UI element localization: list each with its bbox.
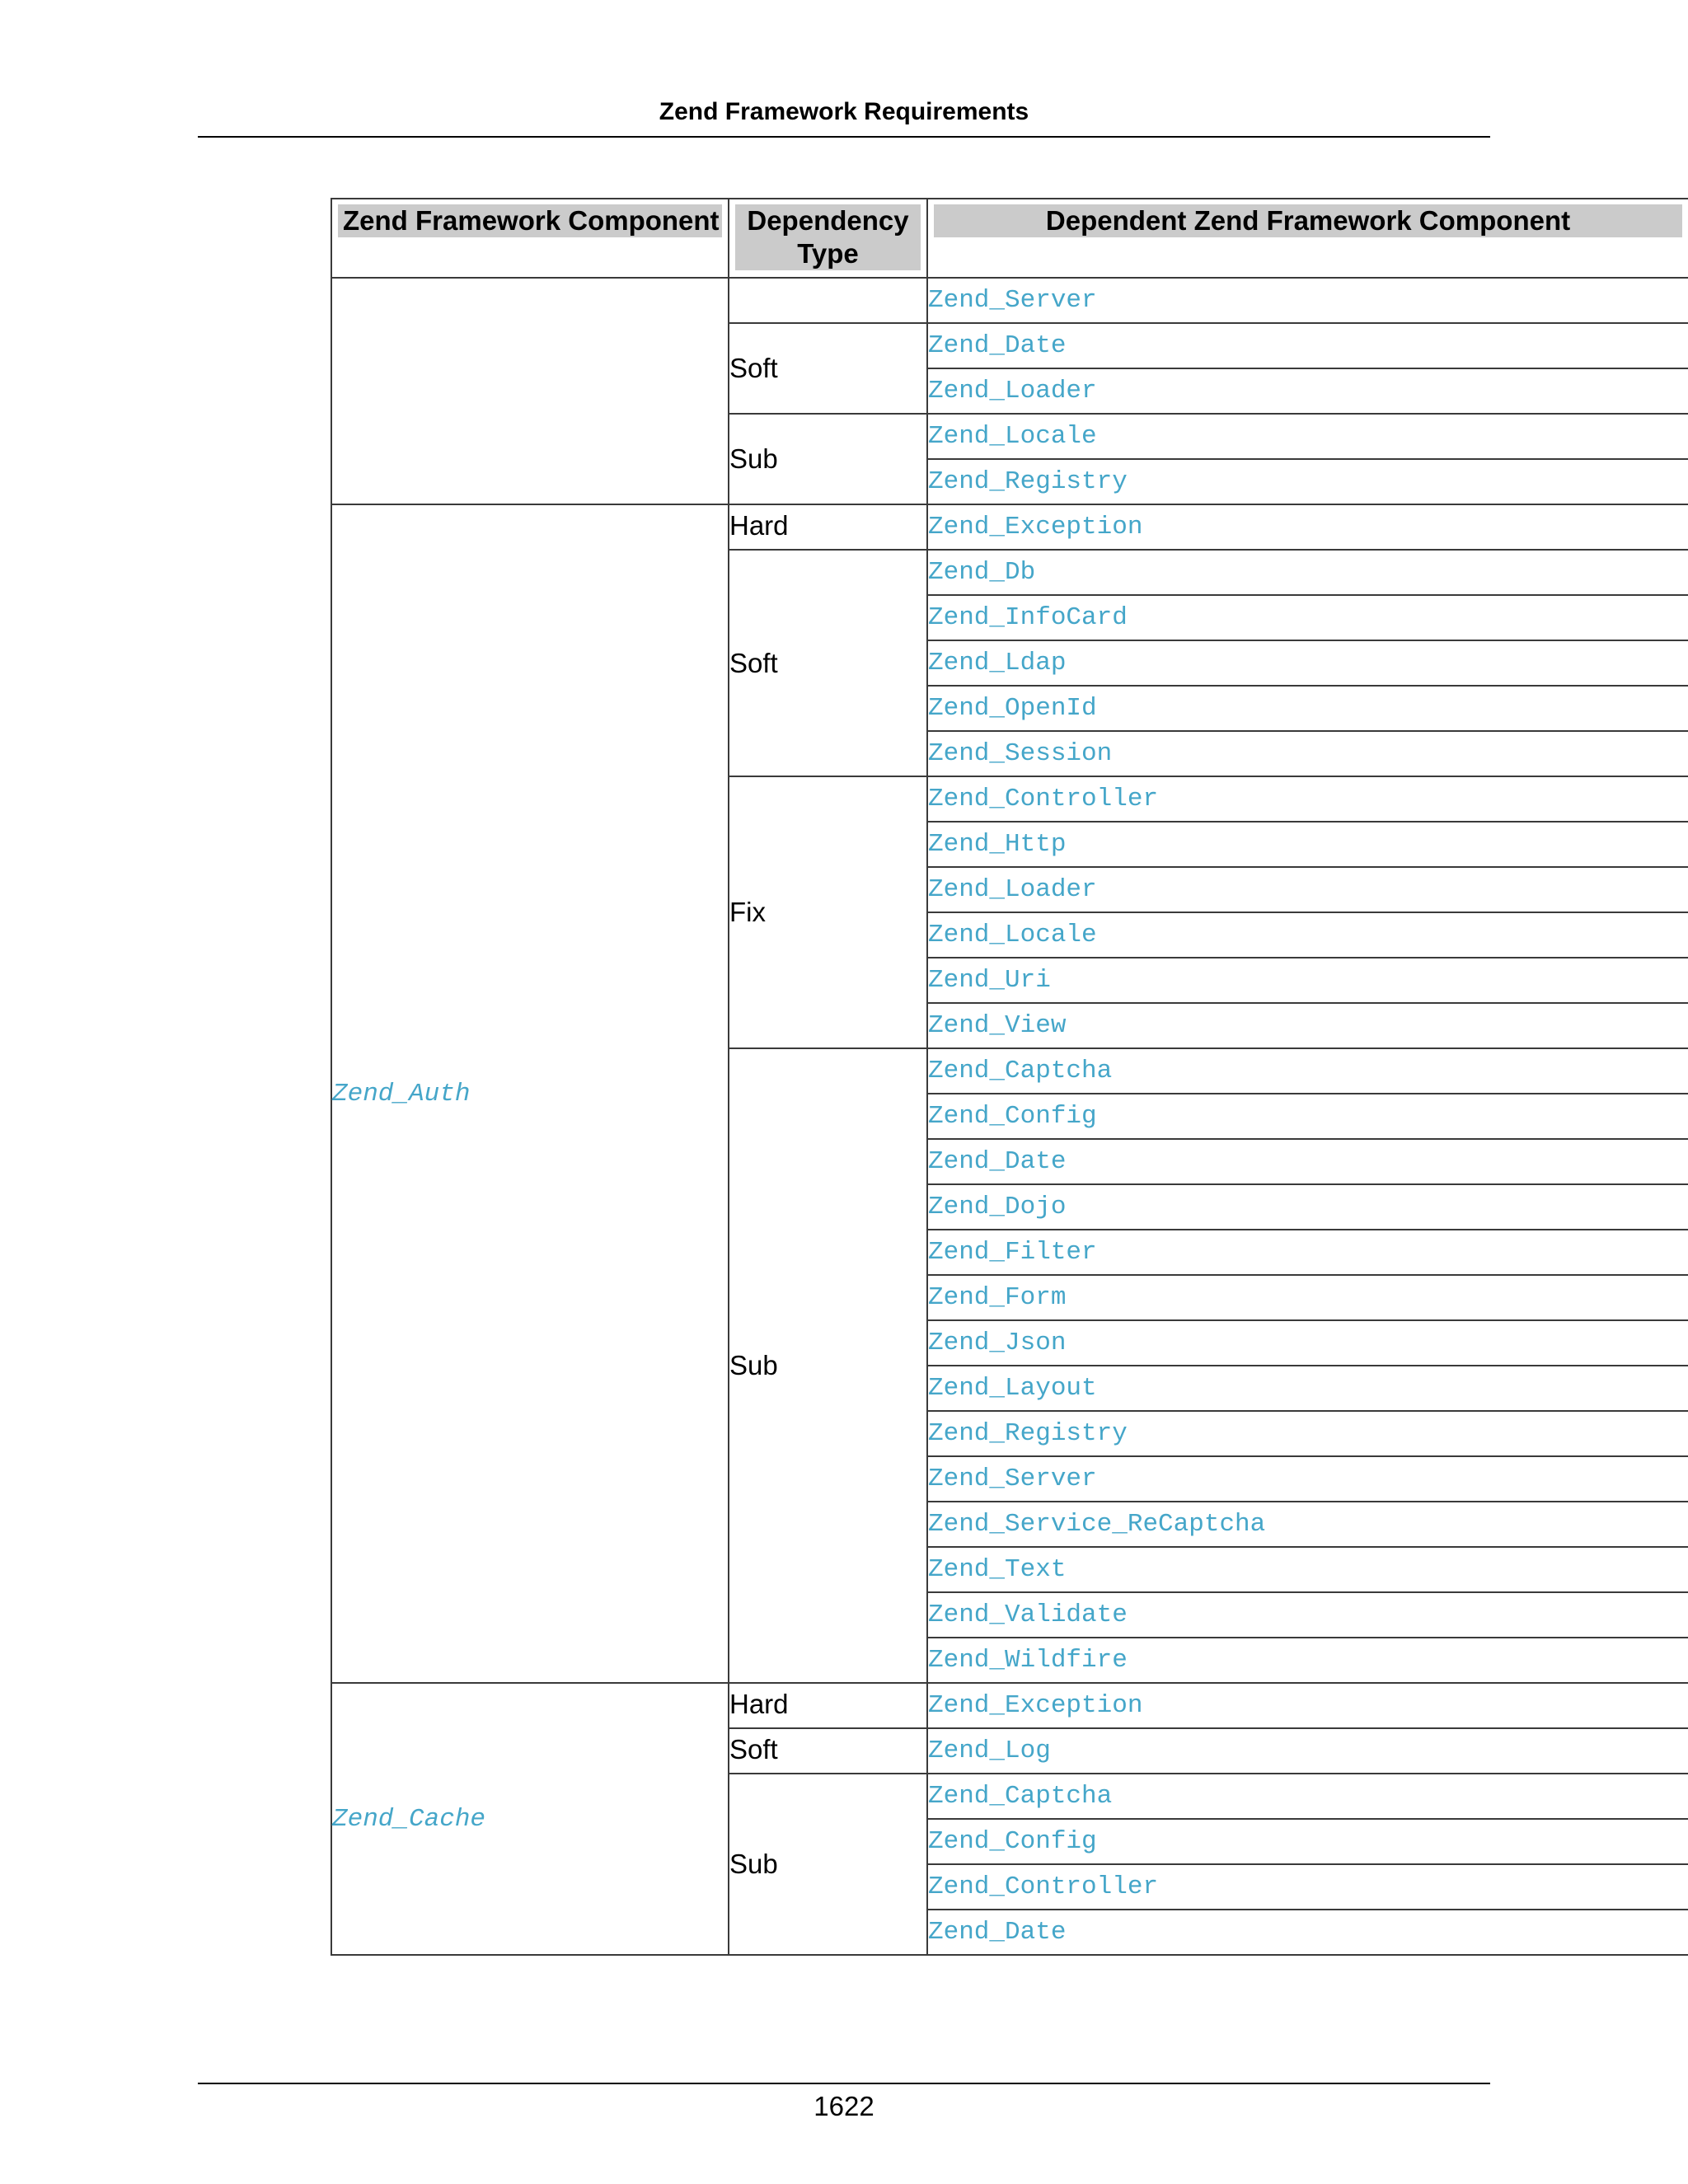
table-row [331, 278, 1688, 323]
dependent-link[interactable]: Zend_Dojo [928, 1193, 1067, 1221]
dependent-cell [927, 1411, 1688, 1456]
dependent-link[interactable]: Zend_Date [928, 1918, 1067, 1947]
dependent-cell [927, 731, 1688, 776]
dependent-link[interactable]: Zend_Locale [928, 422, 1097, 451]
dependent-link[interactable]: Zend_Ldap [928, 649, 1067, 677]
dependent-link[interactable]: Zend_Controller [928, 1872, 1159, 1901]
dependent-link[interactable]: Zend_Json [928, 1329, 1067, 1357]
dependent-link[interactable]: Zend_Config [928, 1827, 1097, 1856]
dependent-cell [927, 867, 1688, 912]
footer-divider [198, 2083, 1490, 2084]
dependent-link[interactable]: Zend_View [928, 1011, 1067, 1040]
dependent-cell [927, 1547, 1688, 1592]
dependent-cell [927, 1048, 1688, 1094]
dependent-cell [927, 1184, 1688, 1230]
dependent-cell [927, 278, 1688, 323]
dependent-link[interactable]: Zend_Loader [928, 377, 1097, 405]
dependent-link[interactable]: Zend_Date [928, 331, 1067, 360]
dependent-link[interactable]: Zend_Config [928, 1102, 1097, 1131]
dependent-cell [927, 459, 1688, 504]
dependent-link[interactable]: Zend_Exception [928, 1691, 1143, 1720]
dependency-type-cell: Soft [729, 550, 927, 776]
dependent-cell [927, 1638, 1688, 1683]
dependent-cell [927, 1910, 1688, 1955]
header-cell-dependency-type [729, 199, 927, 278]
dependent-cell [927, 1456, 1688, 1502]
dependent-link[interactable]: Zend_Registry [928, 1419, 1128, 1448]
table-header-row [331, 199, 1688, 278]
dependent-link[interactable]: Zend_Controller [928, 785, 1159, 813]
dependent-link[interactable]: Zend_Service_ReCaptcha [928, 1510, 1266, 1539]
dependent-cell [927, 1592, 1688, 1638]
dependent-link[interactable]: Zend_Http [928, 830, 1067, 859]
dependent-cell [927, 1774, 1688, 1819]
dependent-cell [927, 1230, 1688, 1275]
dependent-link[interactable]: Zend_Session [928, 739, 1113, 768]
dependent-link[interactable]: Zend_Captcha [928, 1057, 1113, 1085]
requirements-table [331, 198, 1688, 1956]
dependent-cell [927, 1320, 1688, 1366]
dependent-link[interactable]: Zend_InfoCard [928, 603, 1128, 632]
dependent-link[interactable]: Zend_Text [928, 1555, 1067, 1584]
dependent-cell [927, 368, 1688, 414]
header-cell-dependent [927, 199, 1688, 278]
dependent-cell [927, 1003, 1688, 1048]
dependent-cell [927, 1094, 1688, 1139]
dependent-link[interactable]: Zend_Layout [928, 1374, 1097, 1403]
dependent-link[interactable]: Zend_Loader [928, 875, 1097, 904]
dependency-type-cell: Sub [729, 1774, 927, 1955]
page-number: 1622 [814, 2091, 874, 2121]
page-header-title: Zend Framework Requirements [659, 98, 1029, 125]
dependent-link[interactable]: Zend_Captcha [928, 1782, 1113, 1811]
component-link[interactable]: Zend_Auth [332, 1079, 471, 1108]
dependent-link[interactable]: Zend_Wildfire [928, 1646, 1128, 1675]
component-cell [331, 1683, 729, 1955]
dependent-link[interactable]: Zend_Registry [928, 467, 1128, 496]
dependent-cell [927, 1864, 1688, 1910]
dependent-cell [927, 958, 1688, 1003]
dependent-cell [927, 550, 1688, 595]
component-cell [331, 278, 729, 504]
header-cell-component [331, 199, 729, 278]
dependent-link[interactable]: Zend_Locale [928, 921, 1097, 949]
dependent-cell [927, 323, 1688, 368]
dependent-cell [927, 686, 1688, 731]
dependent-link[interactable]: Zend_Server [928, 286, 1097, 315]
dependent-cell [927, 1275, 1688, 1320]
dependency-type-cell: Hard [729, 504, 927, 550]
dependent-cell [927, 912, 1688, 958]
dependency-type-cell: Fix [729, 776, 927, 1048]
dependent-cell [927, 1139, 1688, 1184]
dependent-link[interactable]: Zend_Log [928, 1736, 1051, 1765]
dependent-link[interactable]: Zend_Server [928, 1465, 1097, 1493]
dependent-link[interactable]: Zend_Uri [928, 966, 1051, 995]
dependent-cell [927, 504, 1688, 550]
dependent-link[interactable]: Zend_Validate [928, 1601, 1128, 1629]
dependent-link[interactable]: Zend_Form [928, 1283, 1067, 1312]
dependent-cell [927, 776, 1688, 822]
dependent-link[interactable]: Zend_Date [928, 1147, 1067, 1176]
header-divider [198, 136, 1490, 138]
table-row [331, 504, 1688, 550]
dependent-cell [927, 640, 1688, 686]
dependent-cell [927, 595, 1688, 640]
dependent-link[interactable]: Zend_OpenId [928, 694, 1097, 723]
header-component: Zend Framework Component [338, 204, 722, 237]
dependent-cell [927, 1728, 1688, 1774]
dependent-link[interactable]: Zend_Db [928, 558, 1036, 587]
dependent-cell [927, 1819, 1688, 1864]
dependent-link[interactable]: Zend_Filter [928, 1238, 1097, 1267]
dependency-type-cell: Hard [729, 1683, 927, 1728]
dependency-type-cell: Sub [729, 1048, 927, 1683]
dependent-cell [927, 822, 1688, 867]
table-body [331, 278, 1688, 1955]
table-row [331, 1683, 1688, 1728]
dependent-link[interactable]: Zend_Exception [928, 513, 1143, 541]
dependency-type-cell: Sub [729, 414, 927, 504]
header-dependency-type: Dependency Type [735, 204, 921, 270]
component-cell [331, 504, 729, 1683]
component-link[interactable]: Zend_Cache [332, 1804, 486, 1834]
dependency-type-cell: Soft [729, 1728, 927, 1774]
dependent-cell [927, 414, 1688, 459]
dependency-type-cell: Soft [729, 323, 927, 414]
header-dependent: Dependent Zend Framework Component [934, 204, 1682, 237]
dependency-type-cell [729, 278, 927, 323]
dependent-cell [927, 1683, 1688, 1728]
dependent-cell [927, 1502, 1688, 1547]
dependent-cell [927, 1366, 1688, 1411]
